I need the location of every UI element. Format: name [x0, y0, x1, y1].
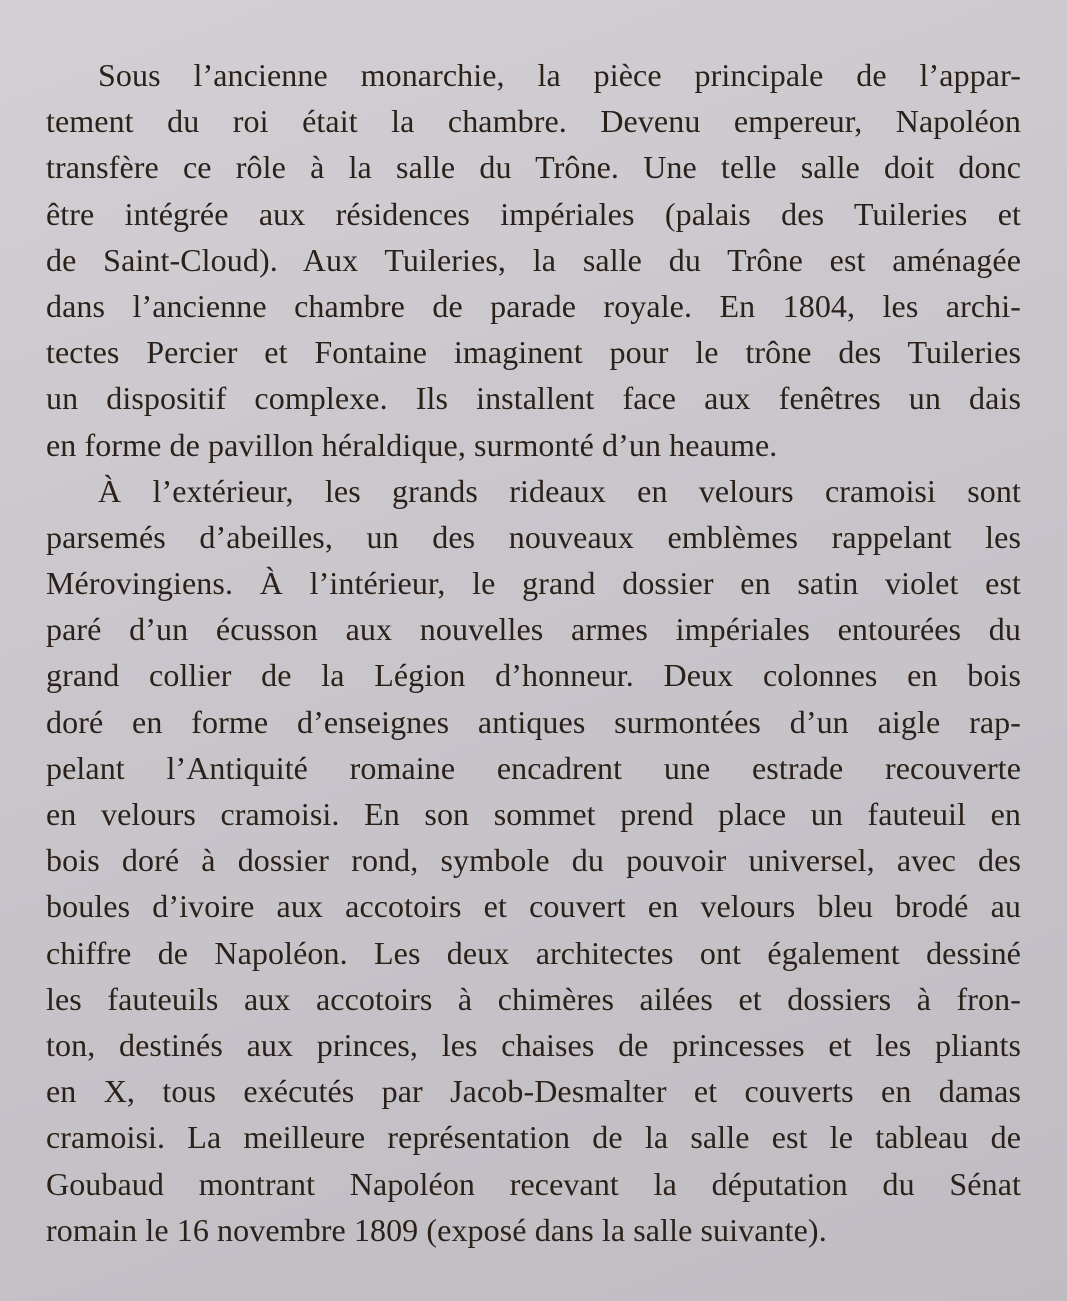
paragraph-1-line-5: de Saint-Cloud). Aux Tuileries, la salle du Trône est aménagée — [46, 241, 1021, 278]
paragraph-2-line-11: chiffre de Napoléon. Les deux architectes ont également dessiné — [46, 934, 1021, 971]
paragraph-2-line-7: pelant l’Antiquité romaine encadrent une estrade recouverte — [46, 749, 1021, 786]
paragraph-2-line-12: les fauteuils aux accotoirs à chimères ailées et dossiers à fron- — [46, 980, 1021, 1017]
paragraph-2-line-13: ton, destinés aux princes, les chaises de princesses et les pliants — [46, 1026, 1021, 1063]
paragraph-1-line-6: dans l’ancienne chambre de parade royale. En 1804, les archi- — [46, 287, 1021, 324]
paragraph-2-line-1: À l’extérieur, les grands rideaux en velours cramoisi sont — [98, 472, 1021, 509]
paragraph-2-line-4: paré d’un écusson aux nouvelles armes impériales entourées du — [46, 611, 1021, 648]
paragraph-1-line-8: un dispositif complexe. Ils installent face aux fenêtres un dais — [46, 380, 1021, 417]
paragraph-1-line-1: Sous l’ancienne monarchie, la pièce principale de l’appar- — [98, 57, 1021, 93]
paragraph-1-line-9: en forme de pavillon héraldique, surmonté d’un heaume. — [46, 426, 778, 463]
paragraph-2-line-8: en velours cramoisi. En son sommet prend place un fauteuil en — [46, 796, 1021, 832]
paragraph-2-line-16: Goubaud montrant Napoléon recevant la députation du Sénat — [46, 1165, 1021, 1202]
text-block — [46, 52, 1021, 1253]
paragraph-2-line-2: parsemés d’abeilles, un des nouveaux emblèmes rappelant les — [46, 518, 1021, 555]
paragraph-2-line-14: en X, tous exécutés par Jacob-Desmalter et couverts en damas — [46, 1073, 1021, 1110]
paragraph-1-line-2: tement du roi était la chambre. Devenu empereur, Napoléon — [46, 103, 1021, 140]
paragraph-2-line-9: bois doré à dossier rond, symbole du pouvoir universel, avec des — [46, 842, 1021, 879]
paragraph-2-line-10: boules d’ivoire aux accotoirs et couvert en velours bleu brodé au — [46, 888, 1021, 925]
paragraph-2-line-5: grand collier de la Légion d’honneur. Deux colonnes en bois — [46, 657, 1021, 694]
paragraph-2-line-6: doré en forme d’enseignes antiques surmontées d’un aigle rap- — [46, 703, 1021, 740]
paragraph-2-line-3: Mérovingiens. À l’intérieur, le grand dossier en satin violet est — [46, 565, 1021, 602]
paragraph-1-line-3: transfère ce rôle à la salle du Trône. Une telle salle doit donc — [46, 149, 1021, 186]
paragraph-2-line-15: cramoisi. La meilleure représentation de la salle est le tableau de — [46, 1119, 1021, 1156]
paragraph-1-line-4: être intégrée aux résidences impériales (palais des Tuileries et — [46, 195, 1021, 232]
paragraph-2-line-17: romain le 16 novembre 1809 (exposé dans la salle suivante). — [46, 1211, 827, 1248]
paragraph-1-line-7: tectes Percier et Fontaine imaginent pour le trône des Tuileries — [46, 334, 1021, 371]
